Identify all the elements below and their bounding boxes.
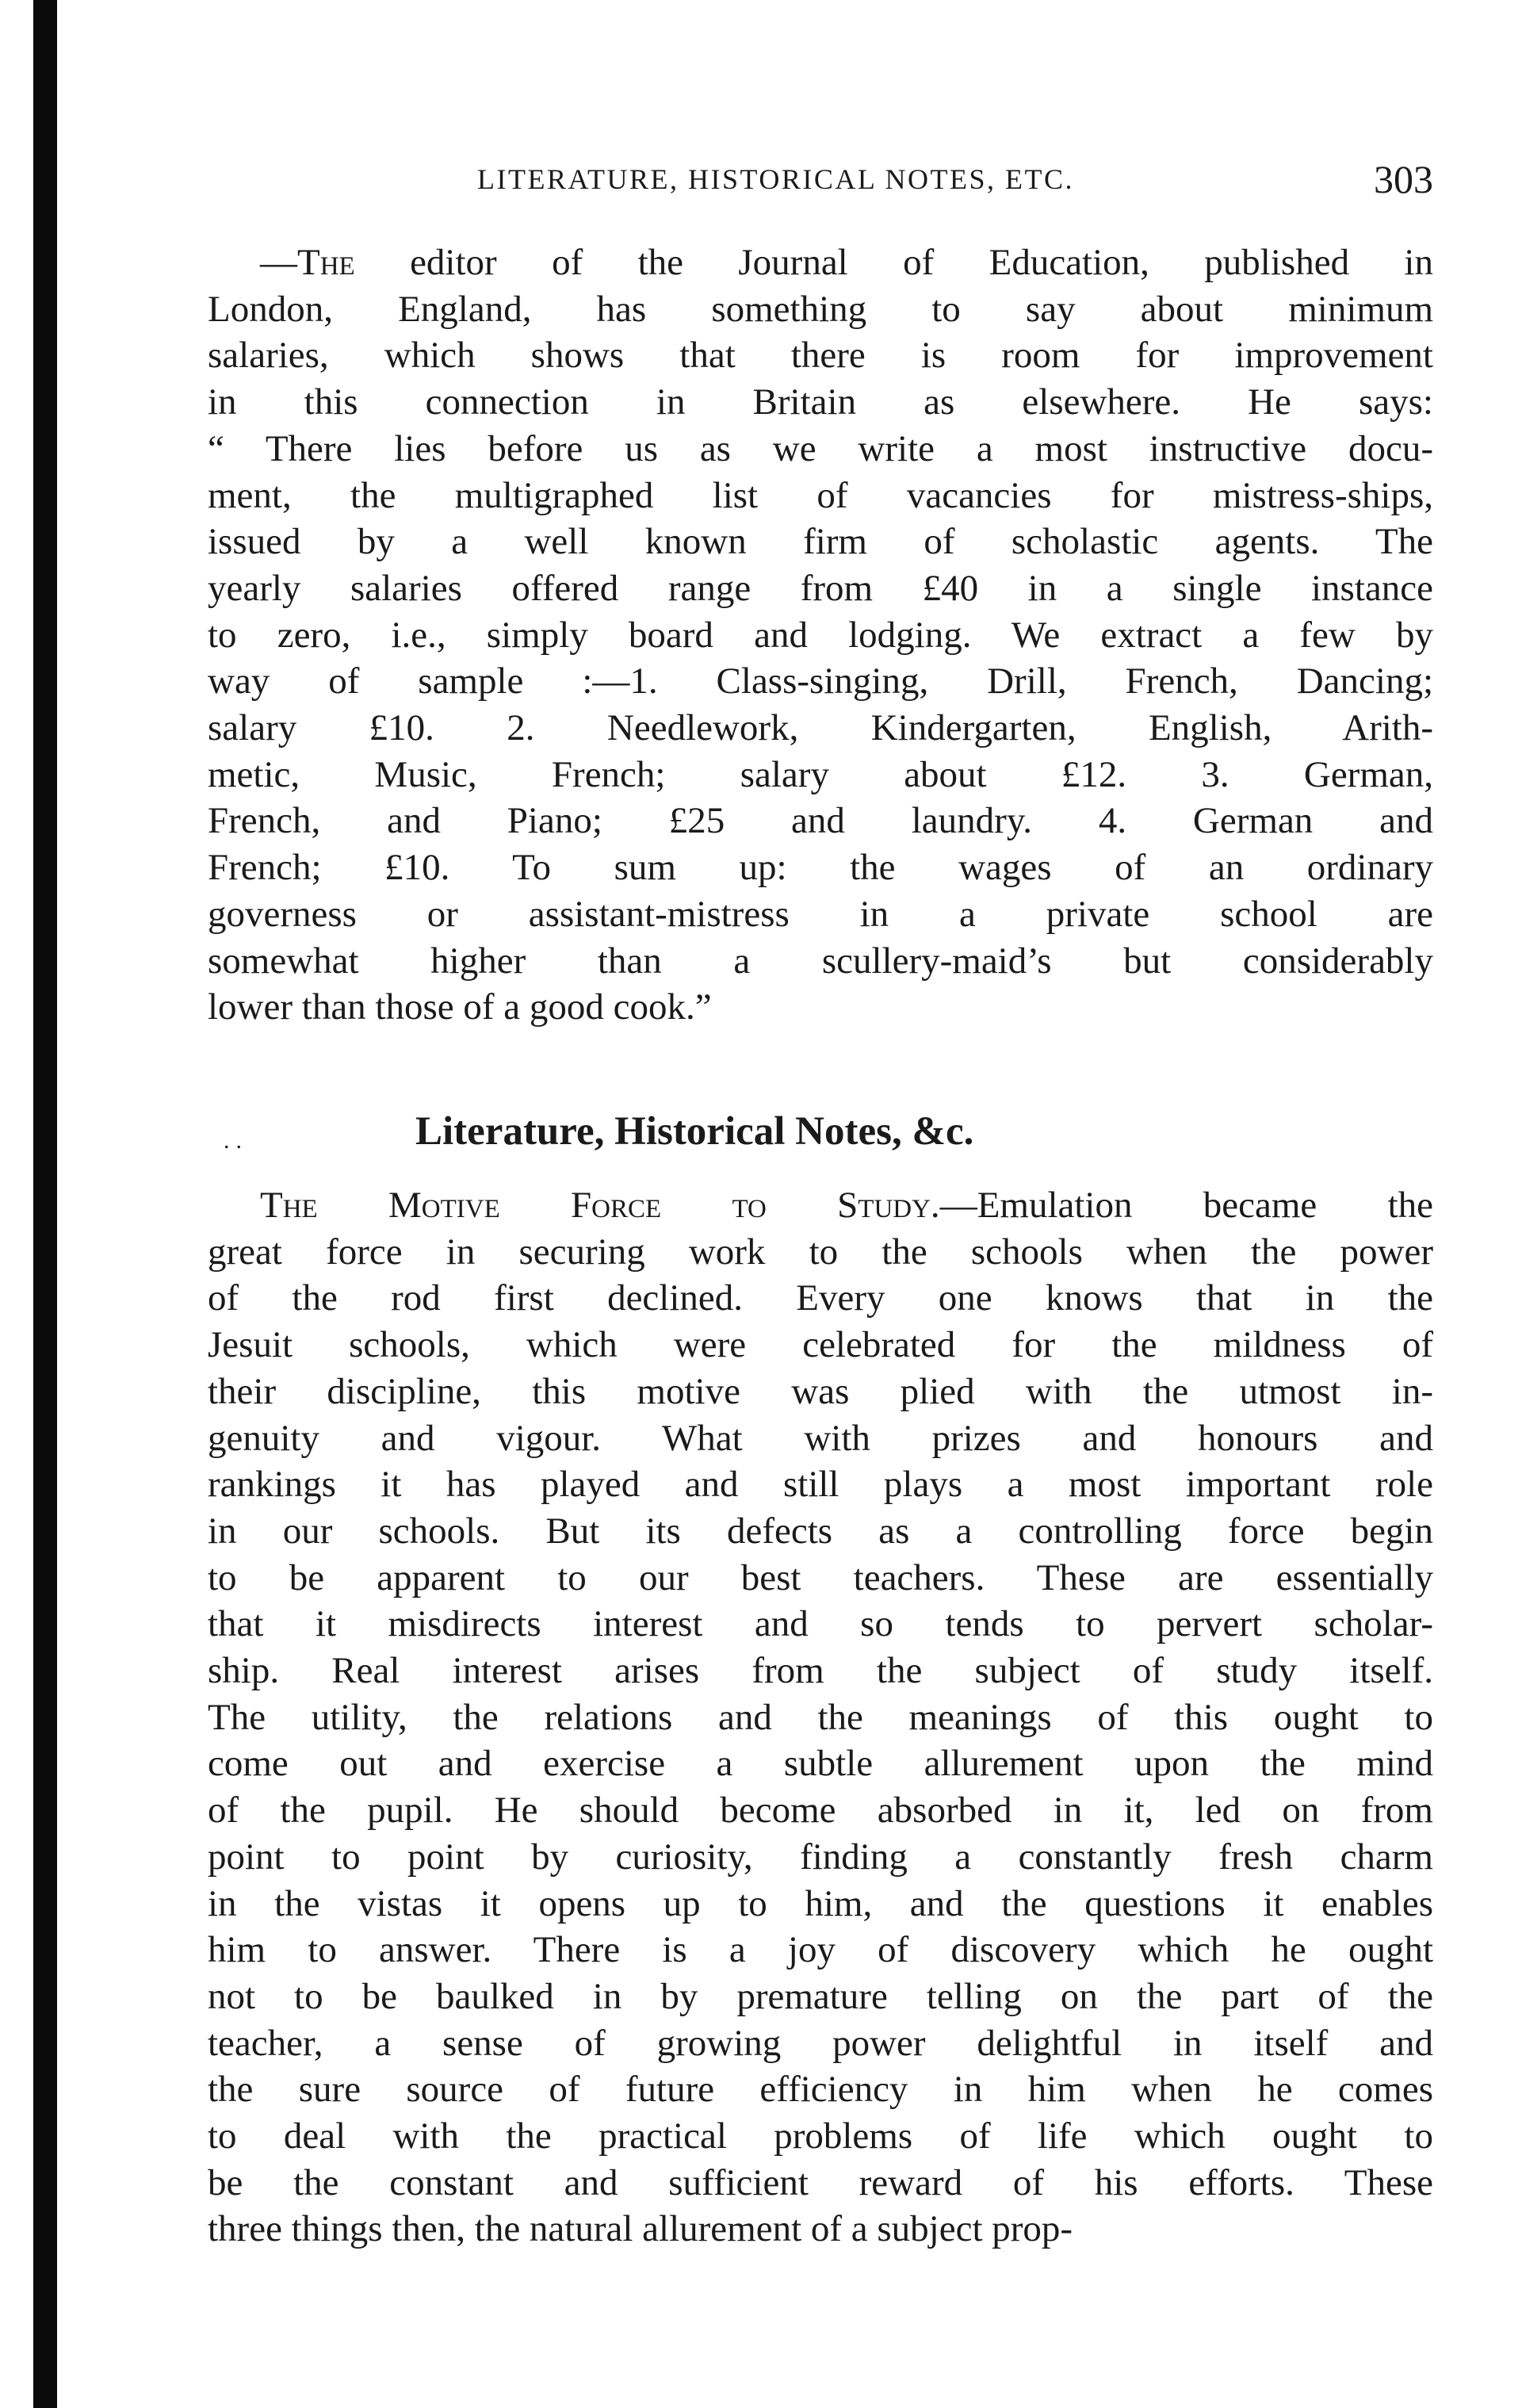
- running-head: [208, 155, 1433, 203]
- text-line: [208, 984, 1433, 1031]
- line-text: not to be baulked in by premature telling on the part of the: [208, 1975, 1433, 2017]
- paragraph-lead: The Motive Force to Study.: [260, 1185, 940, 1226]
- text-line: [208, 1415, 1433, 1462]
- line-text: salaries, which shows that there is room for improvement: [208, 335, 1433, 377]
- text-line: [208, 1182, 1433, 1229]
- text-line: [208, 426, 1433, 473]
- line-text: French, and Piano; £25 and laundry. 4. German and: [208, 800, 1433, 842]
- line-text: salary £10. 2. Needlework, Kindergarten, English, Arith-: [208, 707, 1433, 749]
- text-line: [208, 1648, 1433, 1694]
- line-text: their discipline, this motive was plied with the utmost in-: [208, 1370, 1433, 1412]
- line-text: Jesuit schools, which were celebrated for the mildness of: [208, 1324, 1433, 1366]
- line-text: —Emulation became the: [939, 1185, 1433, 1226]
- line-text: of the pupil. He should become absorbed in it, led on from: [208, 1790, 1433, 1832]
- scan-gutter-shadow: [33, 0, 57, 2408]
- heading-ornament-dots: ..: [224, 1127, 248, 1154]
- text-line: [208, 1834, 1433, 1881]
- text-line: [208, 658, 1433, 705]
- text-line: [208, 473, 1433, 519]
- line-text: to be apparent to our best teachers. These are essentially: [208, 1556, 1433, 1598]
- text-line: [208, 379, 1433, 426]
- text-line: [208, 891, 1433, 938]
- text-line: [208, 1694, 1433, 1741]
- text-line: [208, 1740, 1433, 1787]
- line-text: French; £10. To sum up: the wages of an ordinary: [208, 847, 1433, 889]
- text-line: [208, 239, 1433, 286]
- line-text: governess or assistant-mistress in a private school are: [208, 893, 1433, 935]
- paragraph-minimum-salaries: [208, 239, 1433, 1031]
- paragraph-motive-force-to-study: [208, 1182, 1433, 2253]
- page-number: 303: [1374, 157, 1433, 201]
- text-line: [208, 752, 1433, 798]
- line-text: issued by a well known firm of scholastic agents. The: [208, 521, 1433, 563]
- line-text: be the constant and sufficient reward of his efforts. These: [208, 2161, 1433, 2203]
- text-line: [208, 1461, 1433, 1508]
- line-text: genuity and vigour. What with prizes and honours and: [208, 1417, 1433, 1459]
- text-line: [208, 844, 1433, 891]
- text-line: [208, 1369, 1433, 1415]
- text-line: [208, 286, 1433, 333]
- text-line: [208, 1881, 1433, 1928]
- text-line: [208, 565, 1433, 612]
- text-line: [208, 2160, 1433, 2207]
- running-head-title: LITERATURE, HISTORICAL NOTES, ETC.: [477, 163, 1074, 195]
- text-line: [208, 1508, 1433, 1555]
- line-text: the sure source of future efficiency in him when he comes: [208, 2069, 1433, 2111]
- text-line: [208, 2113, 1433, 2160]
- line-text: come out and exercise a subtle allurement upon the mind: [208, 1743, 1433, 1785]
- text-line: [208, 2020, 1433, 2067]
- line-text: to zero, i.e., simply board and lodging. We extract a few by: [208, 614, 1433, 656]
- line-text: point to point by curiosity, finding a constantly fresh charm: [208, 1836, 1433, 1878]
- text-line: [208, 1601, 1433, 1648]
- text-line: [208, 1229, 1433, 1276]
- line-text: way of sample :—1. Class-singing, Drill, French, Dancing;: [208, 660, 1433, 702]
- line-text: teacher, a sense of growing power delightful in itself and: [208, 2022, 1433, 2064]
- line-text: metic, Music, French; salary about £12. 3. German,: [208, 753, 1433, 795]
- line-text: lower than those of a good cook.”: [208, 986, 712, 1028]
- line-text: “ There lies before us as we write a most instructive docu-: [208, 427, 1433, 469]
- text-line: [208, 938, 1433, 985]
- text-line: [208, 612, 1433, 659]
- text-line: [208, 332, 1433, 379]
- paragraph-lead: —The: [260, 242, 355, 283]
- text-line: [208, 1787, 1433, 1834]
- line-text: ship. Real interest arises from the subject of study itself.: [208, 1650, 1433, 1692]
- line-text: in the vistas it opens up to him, and the questions it enables: [208, 1882, 1433, 1924]
- line-text: somewhat higher than a scullery-maid’s but considerably: [208, 940, 1433, 982]
- section-heading-title: Literature, Historical Notes, &c.: [415, 1109, 974, 1154]
- text-line: [208, 2066, 1433, 2113]
- text-line: [208, 2206, 1433, 2253]
- section-heading: [208, 1104, 1433, 1159]
- text-line: [208, 1555, 1433, 1602]
- line-text: great force in securing work to the schools when the power: [208, 1231, 1433, 1273]
- line-text: editor of the Journal of Education, published in: [354, 242, 1433, 283]
- line-text: ment, the multigraphed list of vacancies for mistress-ships,: [208, 474, 1433, 516]
- text-line: [208, 1927, 1433, 1973]
- line-text: The utility, the relations and the meanings of this ought to: [208, 1696, 1433, 1738]
- text-line: [208, 1322, 1433, 1369]
- text-line: [208, 519, 1433, 565]
- line-text: to deal with the practical problems of life which ought to: [208, 2115, 1433, 2157]
- text-line: [208, 705, 1433, 752]
- line-text: yearly salaries offered range from £40 in a single instance: [208, 567, 1433, 609]
- line-text: three things then, the natural allurement of a subject prop-: [208, 2208, 1073, 2250]
- text-line: [208, 1275, 1433, 1322]
- line-text: him to answer. There is a joy of discovery which he ought: [208, 1929, 1433, 1971]
- line-text: that it misdirects interest and so tends to pervert scholar-: [208, 1603, 1433, 1645]
- line-text: London, England, has something to say about minimum: [208, 288, 1433, 330]
- line-text: in this connection in Britain as elsewhere. He says:: [208, 381, 1433, 423]
- text-line: [208, 1973, 1433, 2020]
- line-text: in our schools. But its defects as a controlling force begin: [208, 1510, 1433, 1552]
- page-binding-edge: [0, 0, 19, 2408]
- line-text: rankings it has played and still plays a most important role: [208, 1464, 1433, 1506]
- text-line: [208, 798, 1433, 844]
- line-text: of the rod first declined. Every one knows that in the: [208, 1277, 1433, 1319]
